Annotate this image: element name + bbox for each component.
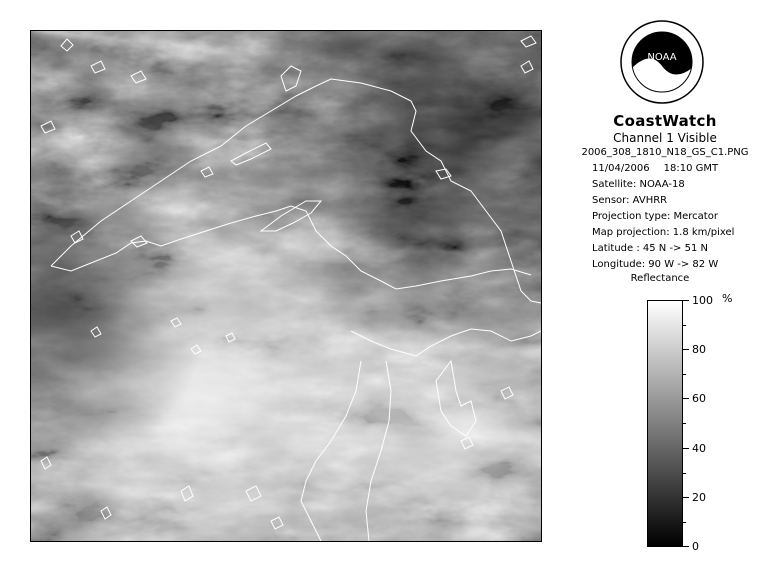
latitude-label: Latitude : 45 N -> 51 N — [592, 243, 708, 254]
colorbar-tick-label: 20 — [692, 491, 706, 504]
satellite-label: Satellite: NOAA-18 — [592, 179, 685, 190]
colorbar-tick-label: 0 — [692, 540, 699, 553]
longitude-label: Longitude: 90 W -> 82 W — [592, 259, 719, 270]
noaa-logo-text: NOAA — [647, 52, 677, 63]
noaa-logo — [620, 20, 704, 104]
projection-label: Projection type: Mercator — [592, 211, 718, 222]
colorbar-tick — [683, 349, 689, 350]
colorbar-tick — [683, 448, 689, 449]
colorbar-tick — [683, 398, 689, 399]
colorbar-tick-label: 80 — [692, 343, 706, 356]
map-projection-label: Map projection: 1.8 km/pixel — [592, 227, 735, 238]
colorbar-tick — [683, 546, 689, 547]
legend-unit: % — [722, 292, 733, 305]
brand-title: CoastWatch — [613, 112, 717, 130]
colorbar-tick — [683, 497, 689, 498]
sensor-label: Sensor: AVHRR — [592, 195, 668, 206]
colorbar-minor-tick — [683, 325, 686, 326]
satellite-canvas — [31, 31, 541, 541]
datetime-line — [592, 163, 718, 174]
colorbar-minor-tick — [683, 374, 686, 375]
colorbar-minor-tick — [683, 423, 686, 424]
colorbar-tick-label: 100 — [692, 294, 713, 307]
colorbar-tick-label: 60 — [692, 392, 706, 405]
filename-label: 2006_308_1810_N18_GS_C1.PNG — [581, 147, 749, 158]
reflectance-colorbar — [647, 300, 683, 547]
colorbar-tick-label: 40 — [692, 442, 706, 455]
time-label: 18:10 GMT — [663, 163, 719, 174]
legend-title: Reflectance — [630, 273, 690, 284]
colorbar-minor-tick — [683, 473, 686, 474]
date-label: 11/04/2006 — [592, 163, 650, 174]
channel-title: Channel 1 Visible — [613, 131, 717, 145]
colorbar-minor-tick — [683, 522, 686, 523]
satellite-image — [30, 30, 542, 542]
colorbar-tick — [683, 300, 689, 301]
